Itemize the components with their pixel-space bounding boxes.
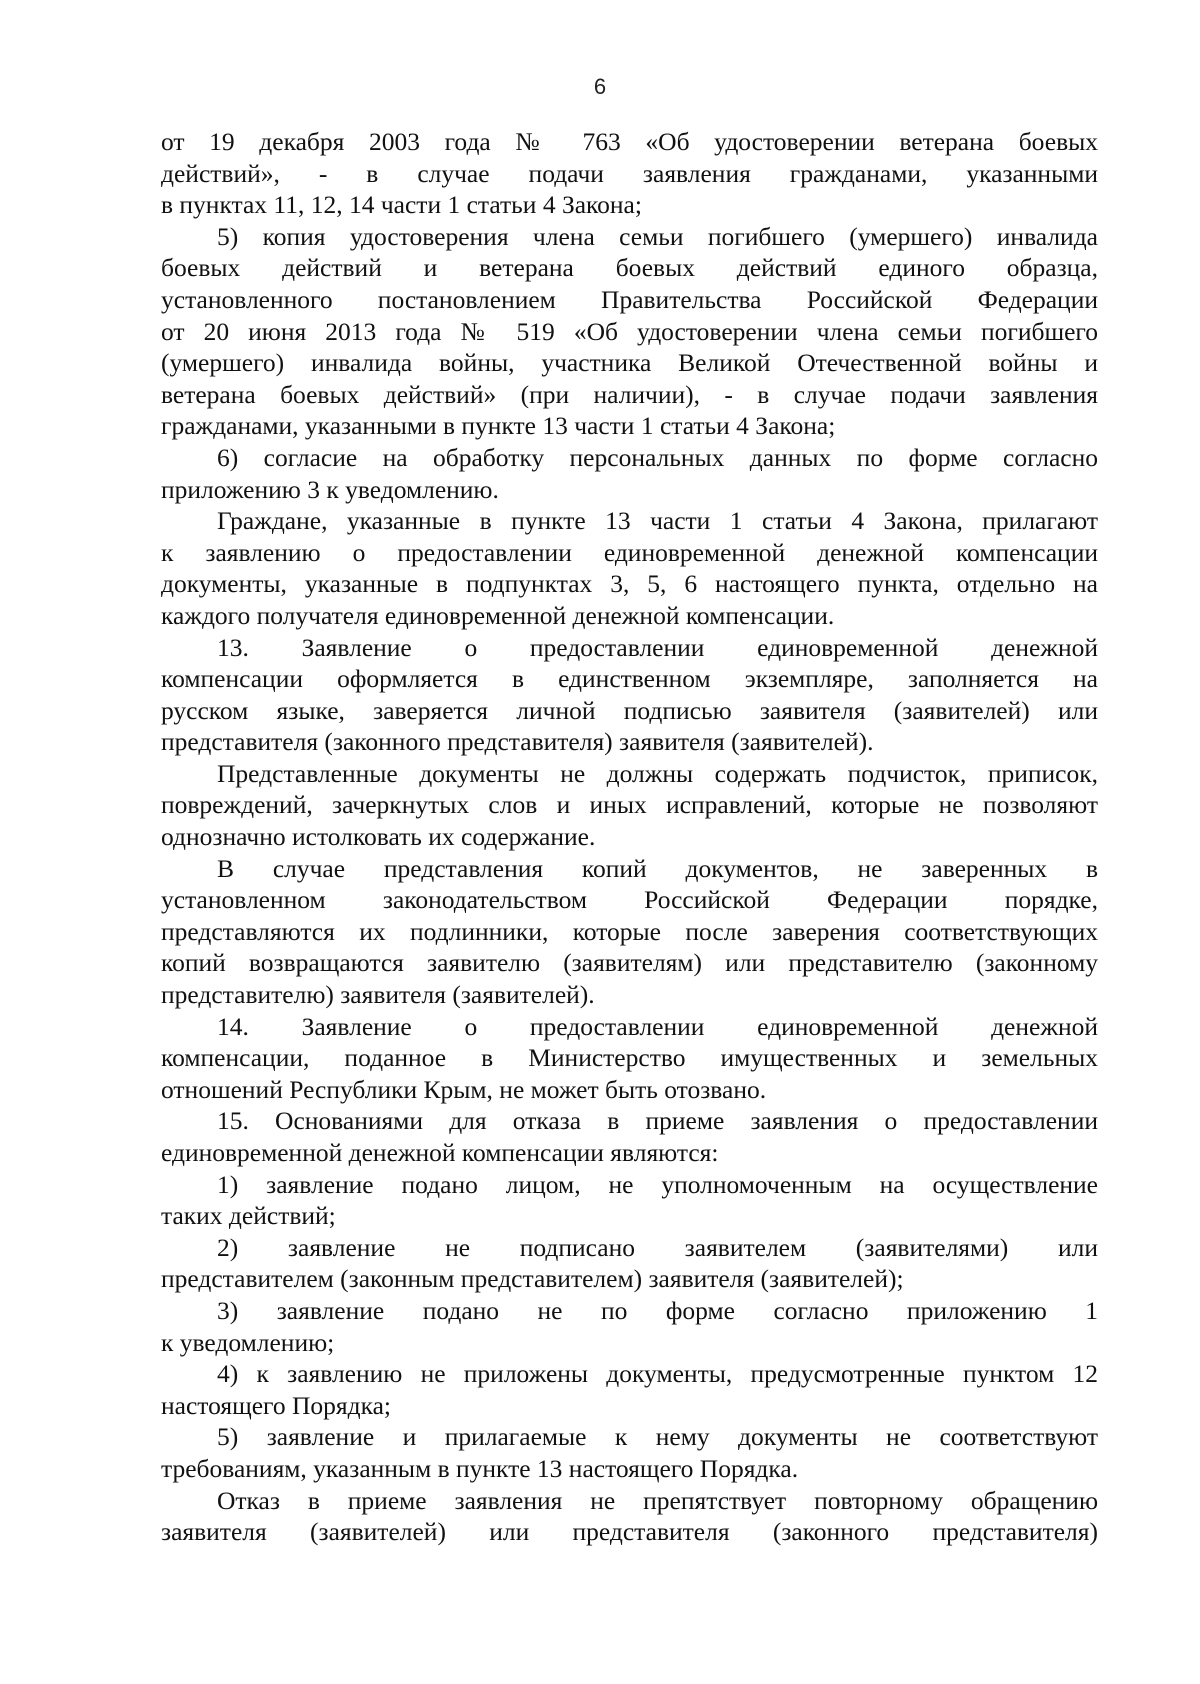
text-line: от 20 июня 2013 года № 519 «Об удостоверении члена семьи погибшего bbox=[161, 316, 1098, 346]
paragraph bbox=[161, 126, 1098, 221]
paragraph bbox=[161, 1232, 1098, 1295]
text-line: 1) заявление подано лицом, не уполномоченным на осуществление bbox=[217, 1169, 1098, 1199]
text-line: боевых действий и ветерана боевых действий единого образца, bbox=[161, 253, 1098, 283]
text-line: русском языке, заверяется личной подписью заявителя (заявителей) или bbox=[161, 695, 1098, 725]
text-line: действий», - в случае подачи заявления гражданами, указанными bbox=[161, 158, 1098, 188]
text-line: 5) заявление и прилагаемые к нему документы не соответствуют bbox=[217, 1422, 1098, 1452]
text-line: Отказ в приеме заявления не препятствует повторному обращению bbox=[217, 1485, 1098, 1515]
text-line: Представленные документы не должны содержать подчисток, приписок, bbox=[217, 758, 1098, 788]
text-line: представителя (законного представителя) заявителя (заявителей). bbox=[161, 727, 874, 757]
text-line: отношений Республики Крым, не может быть отозвано. bbox=[161, 1074, 767, 1104]
text-line: от 19 декабря 2003 года № 763 «Об удостоверении ветерана боевых bbox=[161, 127, 1098, 156]
text-line: 14. Заявление о предоставлении единовременной денежной bbox=[217, 1011, 1098, 1041]
text-line: 6) согласие на обработку персональных данных по форме согласно bbox=[217, 442, 1098, 472]
text-line: настоящего Порядка; bbox=[161, 1390, 392, 1420]
text-line: ветерана боевых действий» (при наличии), - в случае подачи заявления bbox=[161, 379, 1098, 409]
text-line: в пунктах 11, 12, 14 части 1 статьи 4 Закона; bbox=[161, 190, 642, 220]
paragraph bbox=[161, 853, 1098, 1011]
text-line: таких действий; bbox=[161, 1201, 336, 1231]
paragraph bbox=[161, 1011, 1098, 1106]
paragraph bbox=[161, 1421, 1098, 1484]
text-line: 4) к заявлению не приложены документы, предусмотренные пунктом 12 bbox=[217, 1359, 1098, 1389]
text-line: 3) заявление подано не по форме согласно приложению 1 bbox=[217, 1295, 1098, 1325]
text-line: компенсации оформляется в единственном экземпляре, заполняется на bbox=[161, 664, 1098, 694]
text-line: повреждений, зачеркнутых слов и иных исправлений, которые не позволяют bbox=[161, 790, 1098, 820]
text-line: гражданами, указанными в пункте 13 части 1 статьи 4 Закона; bbox=[161, 411, 836, 441]
text-line: 5) копия удостоверения члена семьи погибшего (умершего) инвалида bbox=[217, 221, 1098, 251]
text-line: (умершего) инвалида войны, участника Великой Отечественной войны и bbox=[161, 348, 1098, 378]
text-line: представителю) заявителя (заявителей). bbox=[161, 980, 595, 1010]
paragraph bbox=[161, 442, 1098, 505]
text-line: 13. Заявление о предоставлении единовременной денежной bbox=[217, 632, 1098, 662]
text-line: установленном законодательством Российской Федерации порядке, bbox=[161, 885, 1098, 915]
text-line: копий возвращаются заявителю (заявителям) или представителю (законному bbox=[161, 948, 1098, 978]
text-line: В случае представления копий документов, не заверенных в bbox=[217, 853, 1098, 883]
text-line: документы, указанные в подпунктах 3, 5, 6 настоящего пункта, отдельно на bbox=[161, 569, 1098, 599]
text-line: компенсации, поданное в Министерство имущественных и земельных bbox=[161, 1043, 1098, 1073]
text-line: Граждане, указанные в пункте 13 части 1 статьи 4 Закона, прилагают bbox=[217, 506, 1098, 536]
page-number: 6 bbox=[593, 74, 607, 99]
text-line: 15. Основаниями для отказа в приеме заявления о предоставлении bbox=[217, 1106, 1098, 1136]
text-line: к уведомлению; bbox=[161, 1327, 335, 1357]
paragraph bbox=[161, 221, 1098, 442]
document-body bbox=[161, 126, 1098, 1548]
paragraph bbox=[161, 1105, 1098, 1168]
text-line: установленного постановлением Правительства Российской Федерации bbox=[161, 284, 1098, 314]
paragraph bbox=[161, 632, 1098, 758]
text-line: представляются их подлинники, которые после заверения соответствующих bbox=[161, 916, 1098, 946]
paragraph bbox=[161, 505, 1098, 631]
text-line: 2) заявление не подписано заявителем (заявителями) или bbox=[217, 1232, 1098, 1262]
text-line: требованиям, указанным в пункте 13 настоящего Порядка. bbox=[161, 1453, 799, 1483]
text-line: единовременной денежной компенсации являются: bbox=[161, 1138, 719, 1167]
paragraph bbox=[161, 1485, 1098, 1548]
paragraph bbox=[161, 1169, 1098, 1232]
text-line: к заявлению о предоставлении единовременной денежной компенсации bbox=[161, 537, 1098, 567]
text-line: приложению 3 к уведомлению. bbox=[161, 474, 499, 504]
paragraph bbox=[161, 1295, 1098, 1358]
text-line: однозначно истолковать их содержание. bbox=[161, 822, 596, 852]
paragraph bbox=[161, 1358, 1098, 1421]
text-line: представителем (законным представителем) заявителя (заявителей); bbox=[161, 1264, 904, 1294]
text-line: каждого получателя единовременной денежной компенсации. bbox=[161, 600, 835, 630]
paragraph bbox=[161, 758, 1098, 853]
text-line: заявителя (заявителей) или представителя (законного представителя) bbox=[161, 1517, 1098, 1547]
